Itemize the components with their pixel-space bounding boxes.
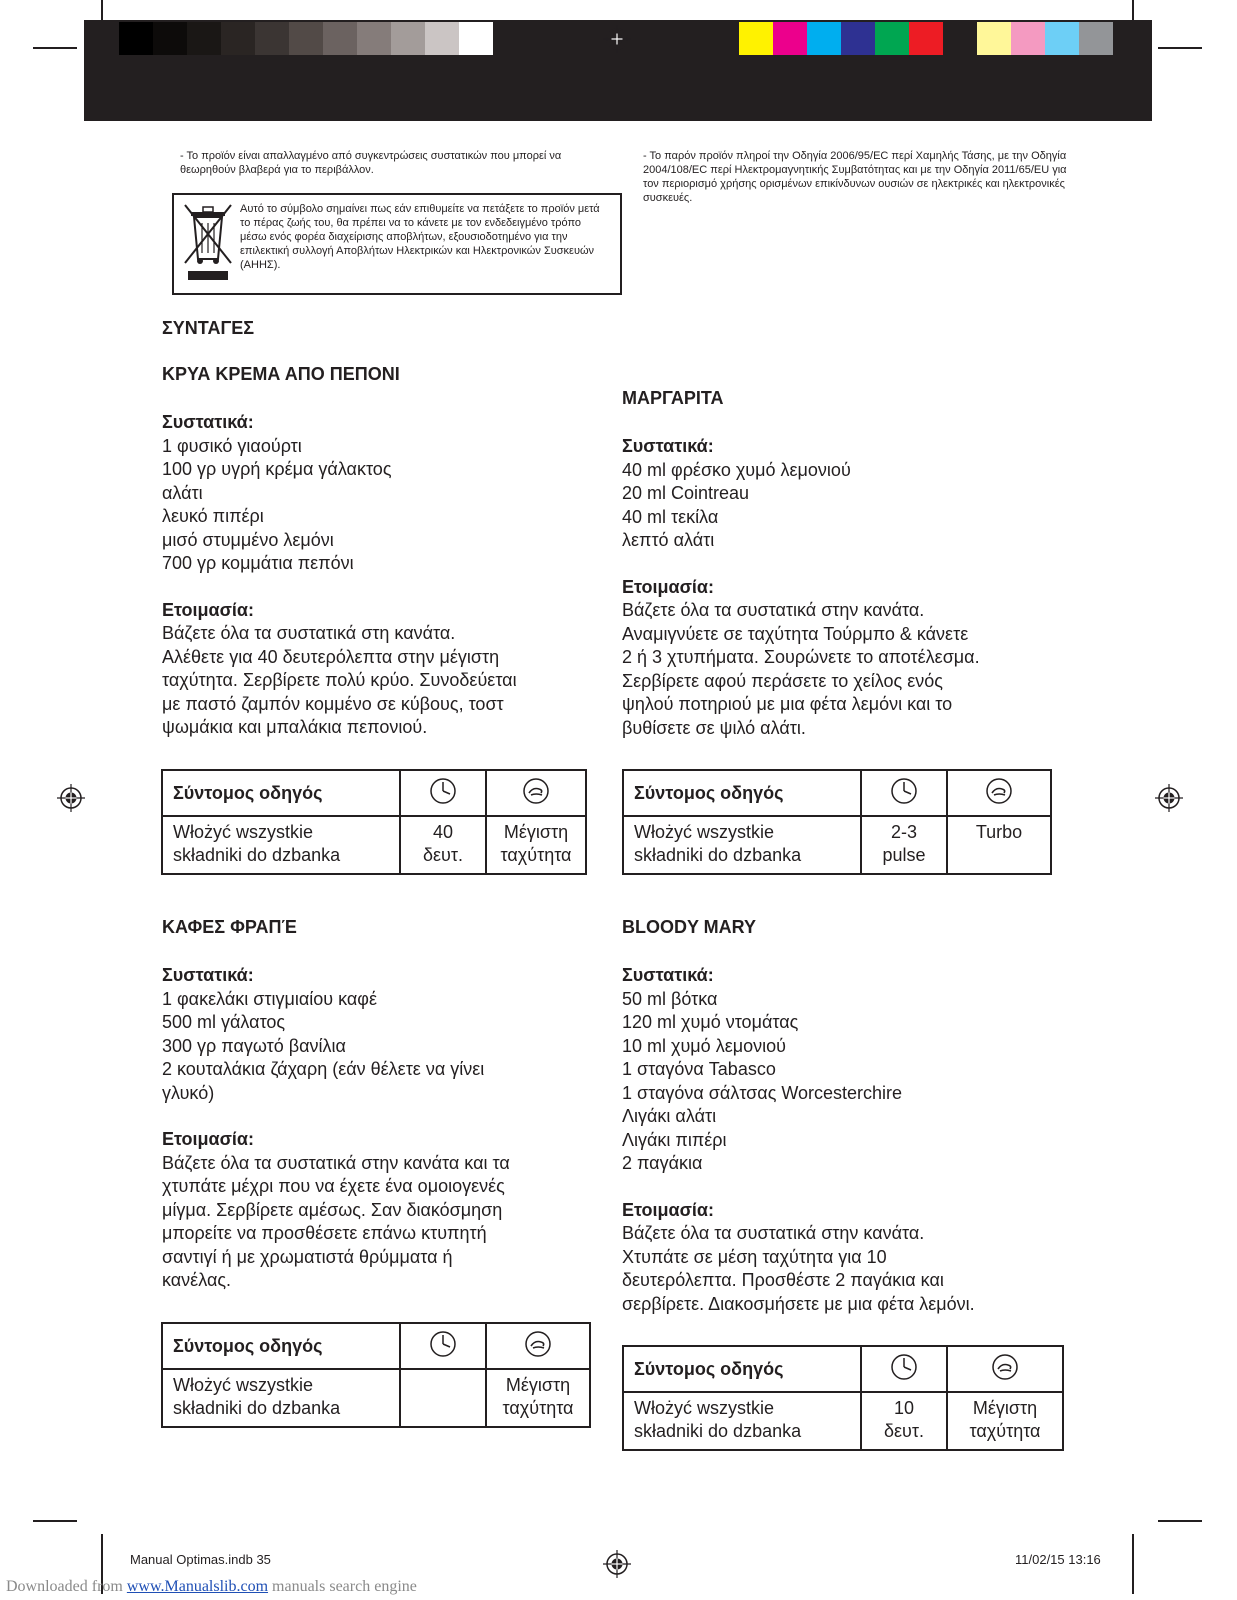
guide-time (400, 1369, 486, 1427)
color-swatch (841, 22, 875, 55)
preparation-line: μπορείτε να προσθέσετε επάνω κτυπητή (162, 1223, 487, 1243)
ingredient-item: 2 κουταλάκια ζάχαρη (εάν θέλετε να γίνει (162, 1059, 485, 1079)
gray-swatch (357, 22, 391, 55)
color-swatch (1045, 22, 1079, 55)
ingredients-label: Συστατικά: (622, 965, 714, 985)
section-title: ΣΥΝΤΑΓΕΣ (162, 318, 255, 338)
clock-icon (400, 1323, 486, 1369)
gray-swatch (119, 22, 153, 55)
ingredients-label: Συστατικά: (162, 965, 254, 985)
ingredient-item: 20 ml Cointreau (622, 483, 750, 503)
preparation-text (622, 599, 980, 740)
preparation-line: Βάζετε όλα τα συστατικά στην κανάτα. (622, 1223, 925, 1243)
recipe-title-melon: ΚΡΥΑ ΚΡΕΜΑ ΑΠΟ ΠΕΠΟΝΙ (162, 364, 400, 384)
ingredients-list (162, 988, 510, 1106)
ingredient-item: 120 ml χυμό ντομάτας (622, 1012, 799, 1032)
crop-mark (33, 47, 77, 49)
preparation-line: σαντιγί ή με χρωματιστά θρύμματα ή (162, 1246, 453, 1267)
preparation-line: ψηλού ποτηριού με μια φέτα λεμόνι και το (622, 694, 953, 714)
preparation-line: Αλέθετε για 40 δευτερόλεπτα στην μέγιστη (162, 646, 500, 667)
preparation-text (162, 622, 517, 740)
recipe-frappe (162, 964, 510, 1293)
ingredient-item: 50 ml βότκα (622, 988, 718, 1009)
preparation-line: χτυπάτε μέχρι που να έχετε ένα ομοιογενές (162, 1176, 505, 1196)
ingredient-item: 2 παγάκια (622, 1153, 703, 1173)
ingredients-label: Συστατικά: (162, 412, 254, 432)
quick-guide-bloody-mary (622, 1345, 1064, 1451)
manualslib-link[interactable]: www.Manualslib.com (126, 1578, 269, 1595)
speed-icon (486, 1323, 590, 1369)
guide-speed: Μέγιστη ταχύτητα (947, 1392, 1063, 1450)
crossed-bin-icon (182, 201, 234, 283)
crop-mark (1158, 47, 1202, 49)
ingredient-item: 100 γρ υγρή κρέμα γάλακτος (162, 459, 392, 479)
guide-step: Włożyć wszystkie składniki do dzbanka (162, 816, 400, 874)
ingredients-list (622, 988, 975, 1176)
weee-notice-box (172, 193, 622, 295)
download-tagline: manuals search engine (268, 1578, 417, 1595)
registration-mark-icon (603, 1550, 631, 1578)
crop-mark (33, 1520, 77, 1522)
color-swatch (773, 22, 807, 55)
guide-time: 10 δευτ. (861, 1392, 947, 1450)
crop-mark (101, 0, 103, 58)
recipe-title-frappe: ΚΑΦΕΣ ΦΡΑΠΈ (162, 917, 297, 937)
color-swatch (875, 22, 909, 55)
ingredients-list (622, 459, 980, 553)
gray-swatch (425, 22, 459, 55)
ingredient-item: 1 σταγόνα σάλτσας Worcesterchire (622, 1082, 903, 1103)
color-swatch (1011, 22, 1045, 55)
ingredients-label: Συστατικά: (622, 436, 714, 456)
registration-mark-icon (603, 25, 631, 53)
speed-icon (947, 770, 1051, 816)
gray-swatch (289, 22, 323, 55)
ingredient-item: 1 σταγόνα Tabasco (622, 1059, 776, 1079)
guide-speed: Μέγιστη ταχύτητα (486, 816, 586, 874)
ingredient-item: 10 ml χυμό λεμονιού (622, 1035, 786, 1056)
directive-note: - Το παρόν προϊόν πληροί την Οδηγία 2006/95/EC περί Χαμηλής Τάσης, με την Οδηγία 2004/108/EC περί Ηλεκτρομαγνητικής Συμβατότητας και με την Οδηγία 2011/65/EU για τον περιορισμό χρήσης ορισμένων επικίνδυνων ουσιών σε ηλεκτρικές και ηλεκτρονικές συσκευές. (643, 150, 1067, 204)
preparation-line: Βάζετε όλα τα συστατικά στη κανάτα. (162, 623, 456, 643)
ingredient-item: γλυκό) (162, 1082, 215, 1103)
ingredient-item: λευκό πιπέρι (162, 506, 264, 526)
gray-swatch (391, 22, 425, 55)
color-swatch (977, 22, 1011, 55)
preparation-line: 2 ή 3 χτυπήματα. Σουρώνετε το αποτέλεσμα. (622, 647, 980, 667)
print-timestamp: 11/02/15 13:16 (1015, 1552, 1101, 1567)
gray-swatch (255, 22, 289, 55)
guide-speed: Turbo (947, 816, 1051, 874)
preparation-line: μίγμα. Σερβίρετε αμέσως. Σαν διακόσμηση (162, 1199, 503, 1220)
preparation-line: Βάζετε όλα τα συστατικά στην κανάτα. (622, 600, 925, 620)
download-prefix: Downloaded from (6, 1578, 123, 1595)
preparation-line: Βάζετε όλα τα συστατικά στην κανάτα και τα (162, 1152, 510, 1173)
guide-step: Włożyć wszystkie składniki do dzbanka (623, 1392, 861, 1450)
color-swatch (807, 22, 841, 55)
preparation-label: Ετοιμασία: (162, 1129, 254, 1149)
preparation-line: δευτερόλεπτα. Προσθέστε 2 παγάκια και (622, 1270, 944, 1290)
guide-step: Włożyć wszystkie składniki do dzbanka (623, 816, 861, 874)
ingredient-item: Λιγάκι αλάτι (622, 1106, 717, 1126)
preparation-line: σερβίρετε. Διακοσμήσετε με μια φέτα λεμόνι. (622, 1293, 975, 1314)
preparation-label: Ετοιμασία: (162, 599, 254, 620)
preparation-line: ταχύτητα. Σερβίρετε πολύ κρύο. Συνοδεύεται (162, 670, 517, 690)
environment-note: - Το προϊόν είναι απαλλαγμένο από συγκεντρώσεις συστατικών που μπορεί να θεωρηθούν βλαβερά για το περιβάλλον. (180, 150, 562, 176)
clock-icon (861, 770, 947, 816)
gray-swatch (153, 22, 187, 55)
preparation-line: ψωμάκια και μπαλάκια πεπονιού. (162, 717, 428, 737)
preparation-line: Σερβίρετε αφού περάσετε το χείλος ενός (622, 670, 943, 691)
crop-mark (1132, 0, 1134, 58)
preparation-line: Χτυπάτε σε μέση ταχύτητα για 10 (622, 1246, 887, 1267)
recipe-margarita (622, 435, 980, 740)
speed-icon (947, 1346, 1063, 1392)
ingredient-item: Λιγάκι πιπέρι (622, 1129, 727, 1150)
gray-swatch (459, 22, 493, 55)
recipe-title-margarita: ΜΑΡΓΑΡΙΤΑ (622, 388, 724, 408)
ingredient-item: 1 φακελάκι στιγμιαίου καφέ (162, 988, 377, 1009)
guide-time: 2-3 pulse (861, 816, 947, 874)
ingredient-item: 40 ml τεκίλα (622, 506, 719, 527)
crop-mark (1132, 1534, 1134, 1594)
speed-icon (486, 770, 586, 816)
ingredient-item: αλάτι (162, 482, 203, 503)
preparation-text (162, 1152, 510, 1293)
guide-time: 40 δευτ. (400, 816, 486, 874)
color-swatch (909, 22, 943, 55)
color-swatch (943, 22, 977, 55)
guide-header: Σύντομος οδηγός (623, 1346, 861, 1392)
clock-icon (400, 770, 486, 816)
ingredient-item: λεπτό αλάτι (622, 530, 715, 550)
ingredient-item: μισό στυμμένο λεμόνι (162, 529, 334, 550)
crop-mark (1158, 1520, 1202, 1522)
guide-speed: Μέγιστη ταχύτητα (486, 1369, 590, 1427)
ingredient-item: 1 φυσικό γιαούρτι (162, 435, 302, 456)
ingredients-list (162, 435, 517, 576)
preparation-line: Αναμιγνύετε σε ταχύτητα Τούρμπο & κάνετε (622, 623, 969, 644)
gray-swatch (221, 22, 255, 55)
color-swatch (1079, 22, 1113, 55)
recipe-title-bloody-mary: BLOODY MARY (622, 917, 757, 937)
download-credit (6, 1578, 417, 1596)
guide-step: Włożyć wszystkie składniki do dzbanka (162, 1369, 400, 1427)
preparation-text (622, 1222, 975, 1316)
guide-header: Σύντομος οδηγός (162, 1323, 400, 1369)
file-slug: Manual Optimas.indb 35 (130, 1552, 271, 1567)
registration-mark-icon (1155, 784, 1183, 812)
preparation-line: με παστό ζαμπόν κομμένο σε κύβους, τοστ (162, 693, 504, 714)
gray-swatch (187, 22, 221, 55)
clock-icon (861, 1346, 947, 1392)
weee-notice-text: Αυτό το σύμβολο σημαίνει πως εάν επιθυμείτε να πετάξετε το προϊόν μετά το πέρας ζωής του, θα πρέπει να το κάνετε με τον ενδεδειγμένο τρόπο μέσω ενός φορέα διαχείρισης αποβλήτων, εξουσιοδοτημένο για την επιλεκτική συλλογή Αποβλήτων Ηλεκτρικών και Ηλεκτρονικών Συσκευών (ΑΗΗΣ). (240, 203, 600, 271)
guide-header: Σύντομος οδηγός (623, 770, 861, 816)
gray-swatch (323, 22, 357, 55)
color-swatch (739, 22, 773, 55)
preparation-label: Ετοιμασία: (622, 576, 714, 597)
preparation-line: βυθίσετε σε ψιλό αλάτι. (622, 717, 806, 738)
recipe-bloody-mary (622, 964, 975, 1316)
ingredient-item: 300 γρ παγωτό βανίλια (162, 1035, 346, 1056)
registration-mark-icon (57, 784, 85, 812)
ingredient-item: 700 γρ κομμάτια πεπόνι (162, 553, 354, 573)
ingredient-item: 40 ml φρέσκο χυμό λεμονιού (622, 459, 851, 480)
recipe-melon (162, 411, 517, 740)
preparation-label: Ετοιμασία: (622, 1199, 714, 1220)
ingredient-item: 500 ml γάλατος (162, 1012, 286, 1032)
preparation-line: κανέλας. (162, 1270, 232, 1290)
quick-guide-melon (161, 769, 587, 875)
quick-guide-frappe (161, 1322, 591, 1428)
quick-guide-margarita (622, 769, 1052, 875)
guide-header: Σύντομος οδηγός (162, 770, 400, 816)
